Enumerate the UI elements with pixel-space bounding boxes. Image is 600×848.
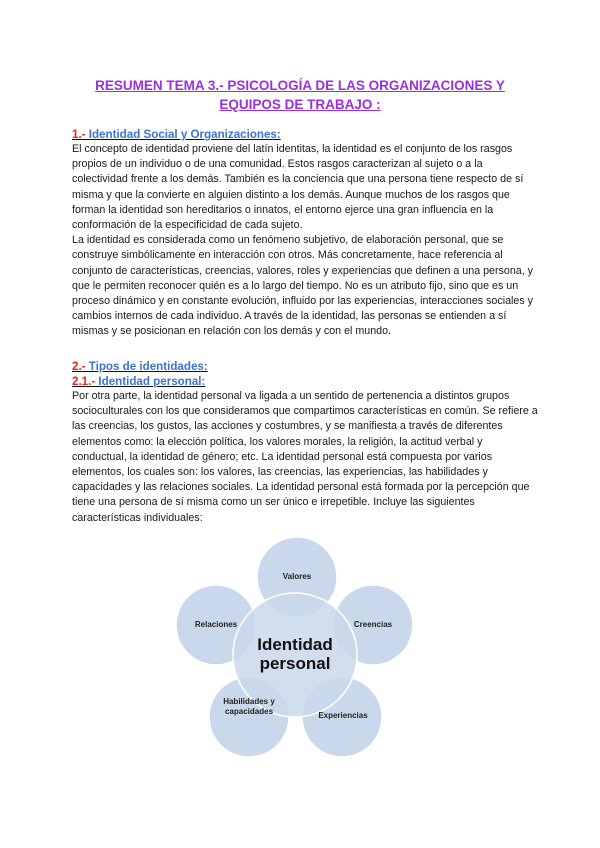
section-identidad-social — [72, 127, 538, 340]
section-1-paragraph-2: La identidad es considerada como un fenómeno subjetivo, de elaboración personal, que se construye simbólicamente en interacción con otros. Más concretamente, hace referencia al conjunto de características, creencias, valores, roles y experiencias que definen a una persona, y que le permiten reconocer quién es a lo largo del tiempo. No es un atributo fijo, sino que es un proceso dinámico y en constante evolución, influido por las experiencias, interacciones sociales y cambios internos de cada individuo. A través de la identidad, las personas se entienden a sí mismas y se posicionan en relación con los demás y con el mundo. — [72, 234, 534, 338]
section-2-number: 2.- — [72, 360, 86, 373]
section-1-title: Identidad Social y Organizaciones: — [85, 128, 281, 141]
center-line-1: Identidad — [257, 635, 333, 654]
section-2-1-heading — [72, 374, 538, 389]
label-valores: Valores — [282, 572, 312, 581]
section-1-paragraph-1: El concepto de identidad proviene del latín identitas, la identidad es el conjunto de los rasgos propios de un individuo o de una comunidad. Estos rasgos caracterizan al sujeto o a la colectividad frente a los demás. También es la conciencia que una persona tiene respecto de sí misma y que la convierte en alguien distinto a los demás. Aunque muchos de los rasgos que forman la identidad son hereditarios o innatos, el entorno ejerce una gran influencia en la conformación de la especificidad de cada sujeto. — [72, 143, 524, 232]
section-1-heading — [72, 127, 538, 142]
title-line-1: RESUMEN TEMA 3.- PSICOLOGÍA DE LAS ORGANIZACIONES Y — [95, 78, 505, 93]
title-line-2: EQUIPOS DE TRABAJO : — [219, 97, 381, 112]
section-2-heading — [72, 359, 538, 374]
document-title — [60, 76, 540, 114]
label-creencias: Creencias — [353, 620, 393, 629]
label-relaciones: Relaciones — [194, 620, 238, 629]
section-2-1-number: 2.1.- — [72, 375, 96, 388]
section-tipos-identidades — [72, 359, 538, 526]
section-2-paragraph: Por otra parte, la identidad personal va ligada a un sentido de pertenencia a distintos grupos socioculturales con los que consideramos que compartimos características en común. Se refiere a las creencias, los gustos, las acciones y costumbres, y se manifiesta a través de diferentes elementos como: la elección política, los valores morales, la religión, la actitud verbal y conductual, la identidad de género; etc. La identidad personal está compuesta por varios elementos, los cuales son: los valores, las creencias, las experiencias, las habilidades y capacidades y las relaciones sociales. La identidad personal está formada por la percepción que tiene una persona de sí misma como un ser único e irrepetible. Incluye las siguientes características individuales: — [72, 390, 538, 524]
identity-diagram — [165, 535, 425, 775]
section-1-number: 1.- — [72, 128, 86, 141]
label-experiencias: Experiencias — [318, 711, 368, 720]
label-habilidades: Habilidades y capacidades — [223, 697, 275, 716]
section-2-1-title: Identidad personal: — [95, 375, 206, 388]
label-identidad-personal — [241, 635, 349, 673]
section-2-title: Tipos de identidades: — [85, 360, 208, 373]
center-line-2: personal — [259, 654, 331, 673]
